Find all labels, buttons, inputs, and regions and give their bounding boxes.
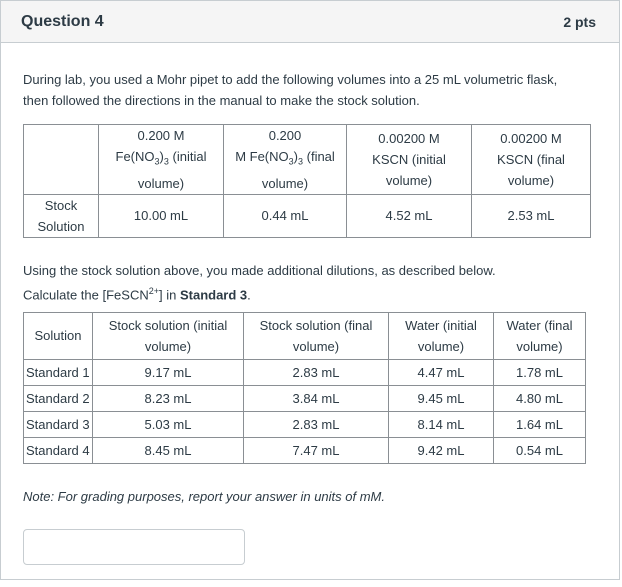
- question-header: [1, 1, 619, 43]
- stock-cell: 2.53 mL: [472, 194, 591, 237]
- stock-header-feno3-initial: 0.200 M $Fe(NO_3)_3$ (initial volume): [99, 125, 224, 195]
- dilution-header-water-final: Water (final volume): [494, 312, 586, 359]
- answer-input[interactable]: [23, 529, 245, 565]
- stock-header-kscn-initial: 0.00200 M KSCN (initial volume): [347, 125, 472, 195]
- dilution-header-stock-final: Stock solution (final volume): [244, 312, 389, 359]
- stock-table: [23, 124, 591, 238]
- table-cell: 9.45 mL: [389, 385, 494, 411]
- dilution-header-stock-initial: Stock solution (initial volume): [93, 312, 244, 359]
- table-row: [24, 359, 586, 385]
- table-row: [24, 385, 586, 411]
- row-label: Standard 2: [24, 385, 93, 411]
- table-cell: 3.84 mL: [244, 385, 389, 411]
- stock-header-feno3-final: 0.200 M $Fe(NO_3)_3$ (final volume): [224, 125, 347, 195]
- stock-header-kscn-final: 0.00200 M KSCN (final volume): [472, 125, 591, 195]
- table-cell: 5.03 mL: [93, 411, 244, 437]
- row-label: Standard 1: [24, 359, 93, 385]
- table-cell: 2.83 mL: [244, 359, 389, 385]
- table-row: [24, 411, 586, 437]
- intro-text: During lab, you used a Mohr pipet to add the following volumes into a 25 mL volumetric flask, then followed the directions in the manual to make the stock solution.: [23, 72, 558, 108]
- stock-cell: 0.44 mL: [224, 194, 347, 237]
- table-cell: 1.78 mL: [494, 359, 586, 385]
- stock-cell: 10.00 mL: [99, 194, 224, 237]
- table-cell: 9.42 mL: [389, 437, 494, 463]
- stock-cell: 4.52 mL: [347, 194, 472, 237]
- dilution-header-water-initial: Water (initial volume): [389, 312, 494, 359]
- stock-row-label: Stock Solution: [24, 194, 99, 237]
- stock-table-corner: [24, 125, 99, 195]
- dilution-header-solution: Solution: [24, 312, 93, 359]
- table-cell: 8.23 mL: [93, 385, 244, 411]
- target-standard: Standard 3: [179, 286, 248, 302]
- table-cell: 2.83 mL: [244, 411, 389, 437]
- table-cell: 4.47 mL: [389, 359, 494, 385]
- table-cell: 0.54 mL: [494, 437, 586, 463]
- table-cell: 8.45 mL: [93, 437, 244, 463]
- instruction-text: Using the stock solution above, you made additional dilutions, as described below. Calculate the [FeSCN$^{2+}$] in Standard 3.: [23, 262, 496, 302]
- table-row: [24, 437, 586, 463]
- question-title: Question 4: [21, 12, 104, 30]
- dilution-table: [23, 312, 586, 464]
- row-label: Standard 4: [24, 437, 93, 463]
- question-body: [1, 43, 619, 565]
- table-cell: 8.14 mL: [389, 411, 494, 437]
- table-cell: 1.64 mL: [494, 411, 586, 437]
- table-cell: 4.80 mL: [494, 385, 586, 411]
- row-label: Standard 3: [24, 411, 93, 437]
- grading-note: Note: For grading purposes, report your answer in units of mM.: [23, 488, 385, 504]
- table-cell: 9.17 mL: [93, 359, 244, 385]
- table-cell: 7.47 mL: [244, 437, 389, 463]
- points-label: 2 pts: [563, 13, 596, 30]
